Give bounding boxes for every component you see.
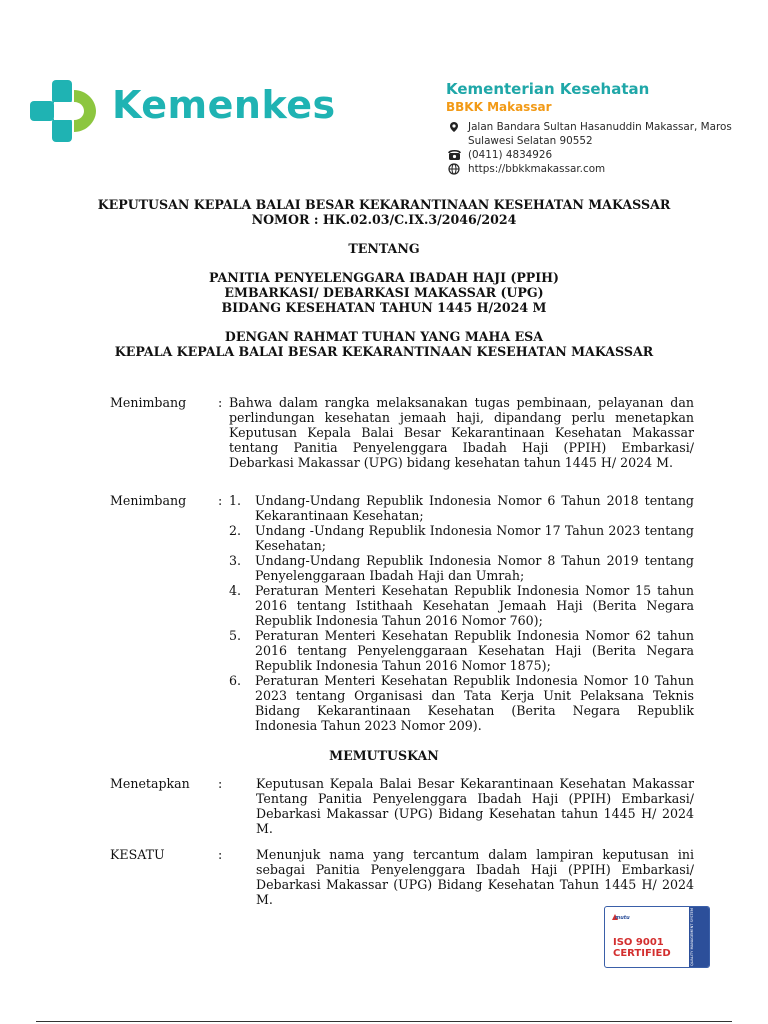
list-item: 2. Undang -Undang Republik Indonesia Nomor 17 Tahun 2023 tentang Kesehatan;	[229, 523, 694, 553]
authority-line: KEPALA KEPALA BALAI BESAR KEKARANTINAAN KESEHATAN MAKASSAR	[114, 344, 654, 359]
globe-icon	[448, 163, 460, 175]
phone-number: (0411) 4834926	[468, 149, 553, 161]
section-colon: :	[218, 493, 223, 508]
list-item: 3. Undang-Undang Republik Indonesia Nomor 8 Tahun 2019 tentang Penyelenggaraan Ibadah Haji dan Umrah;	[229, 553, 694, 583]
tentang-label: TENTANG	[348, 241, 420, 256]
location-pin-icon	[448, 121, 460, 133]
section-colon: :	[218, 847, 223, 862]
section-label: Menimbang	[110, 395, 187, 410]
section-colon: :	[218, 776, 223, 791]
logo-wordmark: Kemenkes	[112, 83, 336, 127]
website-row	[446, 162, 766, 176]
iso-certified-badge	[604, 906, 710, 968]
section-colon: :	[218, 395, 223, 410]
contact-block	[446, 120, 766, 176]
kemenkes-logo-icon	[30, 80, 96, 142]
section-text: Menunjuk nama yang tercantum dalam lampiran keputusan ini sebagai Panitia Penyelenggara Ibadah Haji (PPIH) Embarkasi/ Debarkasi Makassar (UPG) Bidang Kesehatan Tahun 1445 H/ 2024 M.	[256, 847, 694, 907]
memutuskan-heading: MEMUTUSKAN	[329, 748, 439, 763]
section-label: KESATU	[110, 847, 165, 862]
decree-number: NOMOR : HK.02.03/C.IX.3/2046/2024	[251, 212, 517, 227]
decree-heading: KEPUTUSAN KEPALA BALAI BESAR KEKARANTINAAN KESEHATAN MAKASSAR	[97, 197, 671, 212]
ministry-name: Kementerian Kesehatan	[446, 80, 650, 98]
iso-side-label: QUALITY MANAGEMENT SYSTEM	[689, 907, 709, 967]
phone-row	[446, 148, 766, 162]
footer-divider	[36, 1021, 732, 1022]
section-text: Bahwa dalam rangka melaksanakan tugas pembinaan, pelayanan dan perlindungan kesehatan jemaah haji, dipandang perlu menetapkan Keputusan Kepala Balai Besar Kekarantinaan Kesehatan Makassar tentang Panitia Penyelenggara Ibadah Haji (PPIH) Embarkasi/ Debarkasi Makassar (UPG) bidang kesehatan tahun 1445 H/ 2024 M.	[229, 395, 694, 470]
phone-icon	[448, 149, 461, 161]
list-item: 6. Peraturan Menteri Kesehatan Republik Indonesia Nomor 10 Tahun 2023 tentang Organisasi dan Tata Kerja Unit Pelaksana Teknis Bidang Kekarantinaan Kesehatan (Berita Negara Republik Indonesia Tahun 2023 Nomor 209).	[229, 673, 694, 733]
invocation-line: DENGAN RAHMAT TUHAN YANG MAHA ESA	[224, 329, 544, 344]
list-item: 4. Peraturan Menteri Kesehatan Republik Indonesia Nomor 15 tahun 2016 tentang Istithaah Kesehatan Jemaah Haji (Berita Negara Republik Indonesia Tahun 2016 Nomor 760);	[229, 583, 694, 628]
address-row	[446, 120, 766, 134]
iso-brand: mutu	[615, 915, 630, 921]
list-item: 1. Undang-Undang Republik Indonesia Nomor 6 Tahun 2018 tentang Kekarantinaan Kesehatan;	[229, 493, 694, 523]
iso-standard: ISO 9001	[613, 937, 664, 948]
legal-basis-list	[229, 493, 694, 733]
decree-title	[40, 197, 728, 359]
address-line-2: Sulawesi Selatan 90552	[468, 135, 593, 147]
website-url[interactable]: https://bbkkmakassar.com	[468, 163, 606, 175]
unit-name: BBKK Makassar	[446, 100, 552, 114]
iso-certified-label: CERTIFIED	[613, 948, 671, 959]
list-item: 5. Peraturan Menteri Kesehatan Republik Indonesia Nomor 62 tahun 2016 tentang Penyelenggaraan Kesehatan Haji (Berita Negara Republik Indonesia Tahun 2016 Nomor 1875);	[229, 628, 694, 673]
subject-line-2: EMBARKASI/ DEBARKASI MAKASSAR (UPG)	[224, 285, 544, 300]
subject-line-3: BIDANG KESEHATAN TAHUN 1445 H/2024 M	[221, 300, 547, 315]
letterhead	[0, 0, 768, 190]
section-text: Keputusan Kepala Balai Besar Kekarantinaan Kesehatan Makassar Tentang Panitia Penyelenggara Ibadah Haji (PPIH) Embarkasi/ Debarkasi Makassar (UPG) Bidang Kesehatan tahun 1445 H/ 2024 M.	[256, 776, 694, 836]
section-label: Menetapkan	[110, 776, 190, 791]
organization-block	[446, 80, 756, 116]
subject-line-1: PANITIA PENYELENGGARA IBADAH HAJI (PPIH)	[208, 270, 560, 285]
address-line-1: Jalan Bandara Sultan Hasanuddin Makassar, Maros	[468, 121, 732, 133]
section-label: Menimbang	[110, 493, 187, 508]
